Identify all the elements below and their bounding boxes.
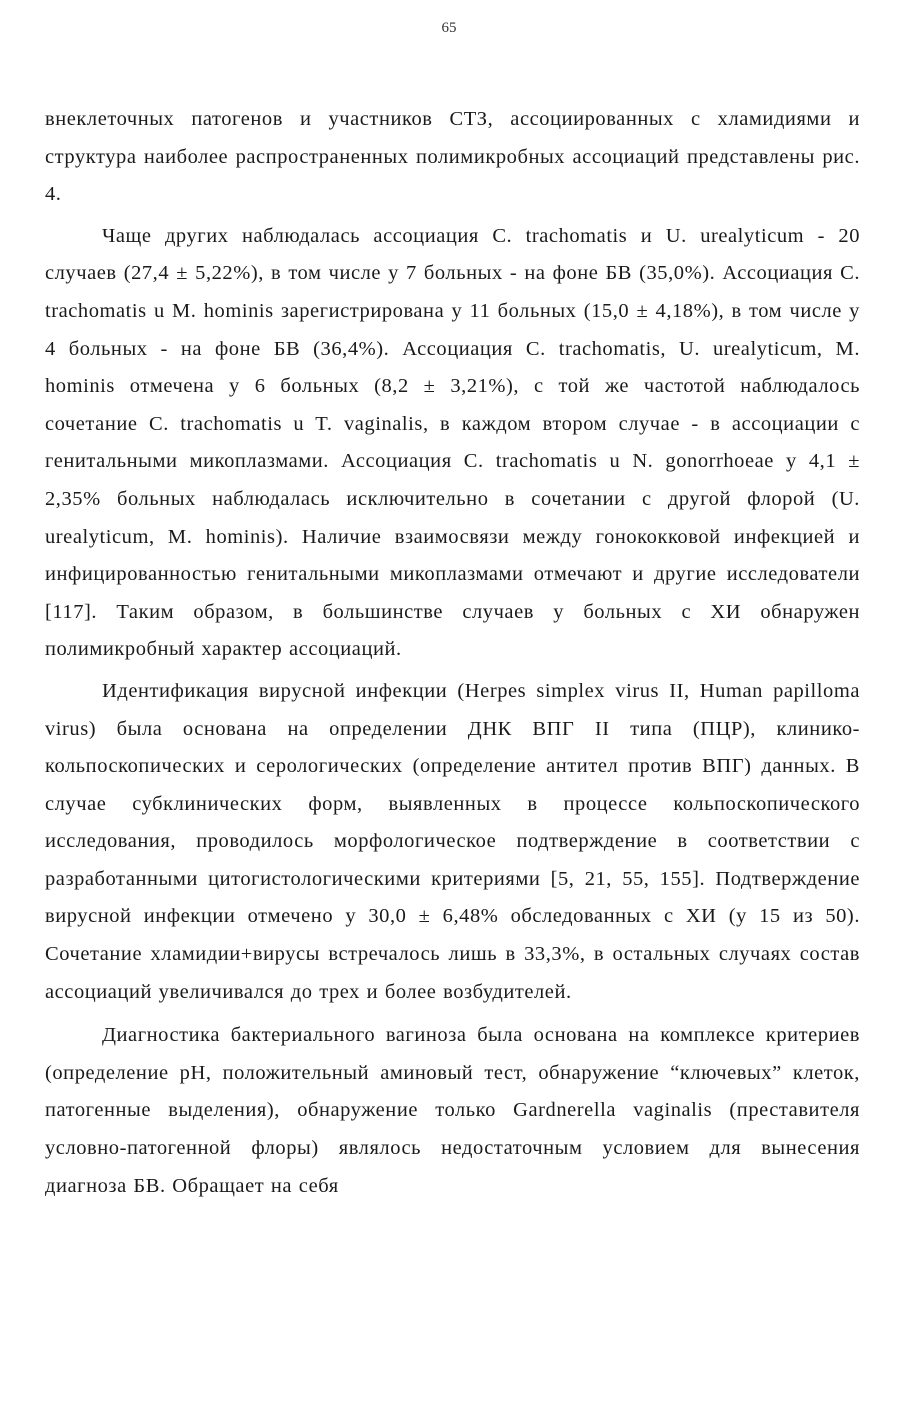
paragraph-associations: Чаще других наблюдалась ассоциация C. trachomatis и U. urealyticum - 20 случаев (27,4 ± 5,22%), в том числе у 7 больных - на фоне БВ (35,0%). Ассоциация C. trachomatis u M. hominis зарегистрирована у 11 больных (15,0 ± 4,18%), в том числе у 4 больных - на фоне БВ (36,4%). Ассоциация C. trachomatis, U. urealyticum, M. hominis отмечена у 6 больных (8,2 ± 3,21%), с той же частотой наблюдалось сочетание C. trachomatis u T. vaginalis, в каждом втором случае - в ассоциации с генитальными микоплазмами. Ассоциация C. trachomatis u N. gonorrhoeae у 4,1 ± 2,35% больных наблюдалась исключительно в сочетании с другой флорой (U. urealyticum, M. hominis). Наличие взаимосвязи между гонококковой инфекцией и инфицированностью генитальными микоплазмами отмечают и другие исследователи [117]. Таким образом, в большинстве случаев у больных с ХИ обнаружен полимикробный характер ассоциаций. bbox=[45, 224, 860, 661]
paragraph-continuation: внеклеточных патогенов и участников СТЗ, ассоциированных с хламидиями и структура наиболее распространенных полимикробных ассоциаций представлены рис. 4. bbox=[45, 108, 860, 206]
paragraph-viral-infection: Идентификация вирусной инфекции (Herpes simplex virus II, Human papilloma virus) была основана на определении ДНК ВПГ II типа (ПЦР), клинико-кольпоскопических и серологических (определение антител против ВПГ) данных. В случае субклинических форм, выявленных в процессе кольпоскопического исследования, проводилось морфологическое подтверждение в соответствии с разработанными цитогистологическими критериями [5, 21, 55, 155]. Подтверждение вирусной инфекции отмечено у 30,0 ± 6,48% обследованных с ХИ (у 15 из 50). Сочетание хламидии+вирусы встречалось лишь в 33,3%, в остальных случаях состав ассоциаций увеличивался до трех и более возбудителей. bbox=[45, 679, 860, 1003]
page-number: 65 bbox=[441, 20, 457, 36]
body-text bbox=[45, 101, 860, 1205]
paragraph-bacterial-vaginosis: Диагностика бактериального вагиноза была основана на комплексе критериев (определение pH, положительный аминовый тест, обнаружение “ключевых” клеток, патогенные выделения), обнаружение только Gardnerella vaginalis (преставителя условно-патогенной флоры) являлось недостаточным условием для вынесения диагноза БВ. Обращает на себя bbox=[45, 1024, 860, 1197]
